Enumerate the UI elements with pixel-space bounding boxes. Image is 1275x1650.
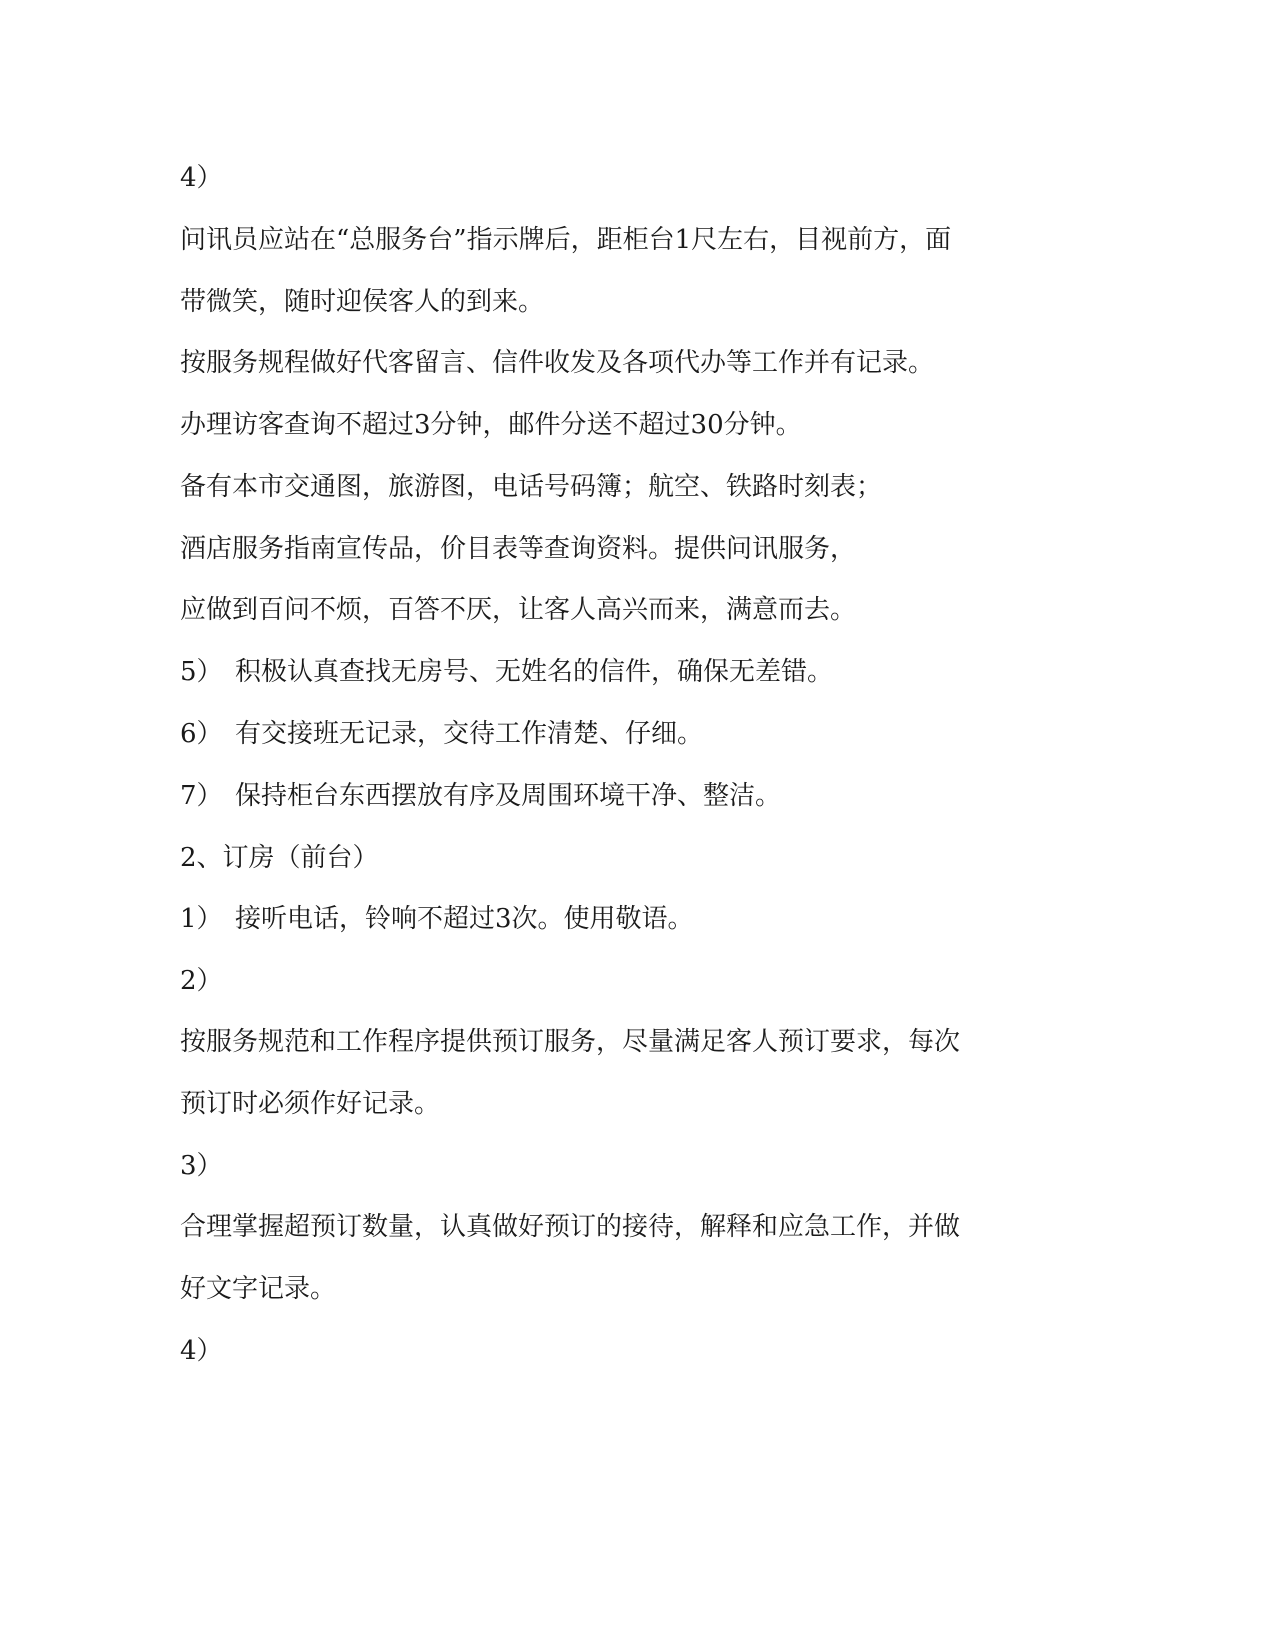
line-text: 2、订房（前台） [180,843,379,873]
text-line [180,409,802,441]
line-text: 酒店服务指南宣传品，价目表等查询资料。提供问讯服务， [180,534,857,564]
line-text: 备有本市交通图，旅游图，电话号码簿；航空、铁路时刻表； [180,472,883,502]
line-text: 4） [180,1336,223,1366]
line-text: 应做到百问不烦，百答不厌，让客人高兴而来，满意而去。 [180,595,857,625]
line-text: 保持柜台东西摆放有序及周围环境干净、整洁。 [235,781,782,811]
text-line [180,903,694,935]
text-line [180,1088,440,1120]
text-line [180,347,934,379]
text-line [180,594,856,626]
text-line [180,286,544,318]
text-line [180,1211,960,1243]
text-line [180,533,856,565]
line-text: 问讯员应站在“总服务台”指示牌后，距柜台1尺左右，目视前方，面 [180,225,952,255]
line-text: 合理掌握超预订数量，认真做好预订的接待，解释和应急工作，并做 [180,1212,961,1242]
text-line [180,1335,223,1367]
line-text: 2） [180,966,223,996]
line-text: 4） [180,163,223,193]
item-number: 6） [180,719,223,749]
text-line [180,1026,960,1058]
text-line [180,965,223,997]
item-number: 1） [180,904,223,934]
line-text: 带微笑，随时迎侯客人的到来。 [180,287,545,317]
section-heading [180,842,379,874]
text-line [180,224,951,256]
line-text: 预订时必须作好记录。 [180,1089,441,1119]
item-number: 5） [180,657,223,687]
line-text: 3） [180,1151,223,1181]
line-text: 有交接班无记录，交待工作清楚、仔细。 [235,719,704,749]
text-line [180,718,703,750]
line-text: 好文字记录。 [180,1274,337,1304]
line-text: 接听电话，铃响不超过3次。使用敬语。 [235,904,694,934]
line-text: 按服务规范和工作程序提供预订服务，尽量满足客人预订要求，每次 [180,1027,961,1057]
text-line [180,162,223,194]
text-line [180,1273,336,1305]
line-text: 积极认真查找无房号、无姓名的信件，确保无差错。 [235,657,834,687]
text-line [180,780,781,812]
line-text: 办理访客查询不超过3分钟，邮件分送不超过30分钟。 [180,410,802,440]
text-line [180,656,833,688]
text-line [180,471,882,503]
item-number: 7） [180,781,223,811]
text-line [180,1150,223,1182]
line-text: 按服务规程做好代客留言、信件收发及各项代办等工作并有记录。 [180,348,935,378]
